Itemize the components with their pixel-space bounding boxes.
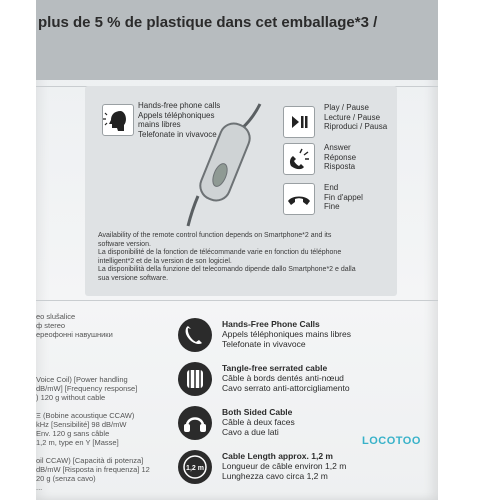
phone-icon [178, 318, 212, 352]
label-line: Lecture / Pause [324, 112, 381, 122]
answer-icon-box [283, 143, 315, 175]
label-line: Fine [324, 202, 340, 212]
note-line: sua versione software. [98, 274, 169, 282]
play-pause-icon-box [283, 106, 315, 138]
note-line: La disponibilità della funzione del telecomando dipende dallo Smartphone*2 e dalla [98, 266, 356, 274]
play-pause-icon [284, 107, 314, 137]
spec-line: dB/mW [Risposta in frequenza] 12 [36, 465, 150, 474]
label-line: Fin d'appel [324, 192, 363, 202]
label-line: Réponse [324, 152, 357, 162]
availability-note [98, 232, 388, 284]
feature-hands-free [222, 319, 351, 349]
note-line: La disponibilité de la fonction de télécommande varie en fonction du téléphone [98, 249, 342, 257]
spec-line: dB/mW] [Frequency response] [36, 384, 138, 393]
spec-line: 20 g (senza cavo) [36, 474, 96, 483]
hands-free-label [138, 101, 220, 139]
label-line: Telefonate in vivavoce [138, 129, 217, 139]
feature-title: Hands-Free Phone Calls [222, 319, 320, 329]
feature-line: Câble à deux faces [222, 417, 295, 427]
divider [36, 300, 438, 301]
label-line: Risposta [324, 162, 356, 172]
answer-call-icon [284, 144, 314, 174]
spec-line: Voice Coil) [Power handling [36, 375, 128, 384]
spec-line: oil CCAW) [Capacità di potenza] [36, 456, 144, 465]
spec-line [36, 339, 136, 348]
spec-line [36, 357, 136, 366]
feature-line: Cavo a due lati [222, 427, 279, 437]
speaking-head-icon [103, 105, 133, 135]
feature-tangle-icon-badge [178, 362, 212, 396]
spec-line: Ξ (Bobine acoustique CCAW) [36, 411, 135, 420]
end-call-label [324, 183, 363, 212]
feature-title: Both Sided Cable [222, 407, 293, 417]
feature-both-sided-icon-badge [178, 406, 212, 440]
play-pause-label [324, 103, 387, 132]
note-line: software version. [98, 240, 151, 248]
packaging-top-text: plus de 5 % de plastique dans cet emballage*3 / [38, 14, 378, 31]
feature-line: Cavo serrato anti-attorcigliamento [222, 383, 350, 393]
spec-line: Env. 120 g sans câble [36, 429, 110, 438]
feature-cable-length [222, 451, 346, 481]
feature-cable-length-icon-badge [178, 450, 212, 484]
feature-tangle-free [222, 363, 350, 393]
spec-line [36, 447, 136, 456]
feature-line: Lunghezza cavo circa 1,2 m [222, 471, 328, 481]
spec-line: 1,2 m, type en Y [Masse] [36, 438, 119, 447]
label-line: Appels téléphoniques [138, 110, 215, 120]
spec-line: ... [36, 483, 43, 492]
label-line: mains libres [138, 120, 181, 130]
top-band [36, 0, 438, 80]
cable-length-icon [178, 450, 212, 484]
spec-line: eo slušalice [36, 312, 76, 321]
feature-line: Appels téléphoniques mains libres [222, 329, 351, 339]
answer-label [324, 143, 356, 172]
label-line: Answer [324, 143, 351, 152]
spec-line: kHz [Sensibilité] 98 dB/mW [36, 420, 127, 429]
feature-title: Tangle-free serrated cable [222, 363, 328, 373]
spec-line [36, 348, 136, 357]
note-line: intelligent*2 et de la version de son logiciel. [98, 257, 232, 265]
feature-line: Longueur de câble environ 1,2 m [222, 461, 347, 471]
spec-line: ереофонні навушники [36, 330, 113, 339]
spec-line [36, 366, 136, 375]
end-call-icon [284, 184, 314, 214]
tangle-free-cable-icon [178, 362, 212, 396]
end-call-icon-box [283, 183, 315, 215]
both-sided-cable-icon [178, 406, 212, 440]
feature-title: Cable Length approx. 1,2 m [222, 451, 333, 461]
cable-length-badge-text: 1,2 m [186, 465, 204, 472]
label-line: Riproduci / Pausa [324, 122, 388, 132]
spec-line: ) 120 g without cable [36, 393, 106, 402]
label-line: Hands-free phone calls [138, 101, 221, 110]
feature-line: Câble à bords dentés anti-nœud [222, 373, 344, 383]
label-line: End [324, 183, 339, 192]
feature-both-sided [222, 407, 295, 437]
watermark-logo: LOCOTOO [362, 435, 421, 447]
label-line: Play / Pause [324, 103, 369, 112]
hands-free-icon-box [102, 104, 134, 136]
feature-line: Telefonate in vivavoce [222, 339, 306, 349]
spec-line [36, 402, 136, 411]
feature-phone-icon-badge [178, 318, 212, 352]
spec-line: ф stereo [36, 321, 66, 330]
specifications-text [36, 312, 150, 492]
note-line: Availability of the remote control function depends on Smartphone*2 and its [98, 232, 332, 239]
